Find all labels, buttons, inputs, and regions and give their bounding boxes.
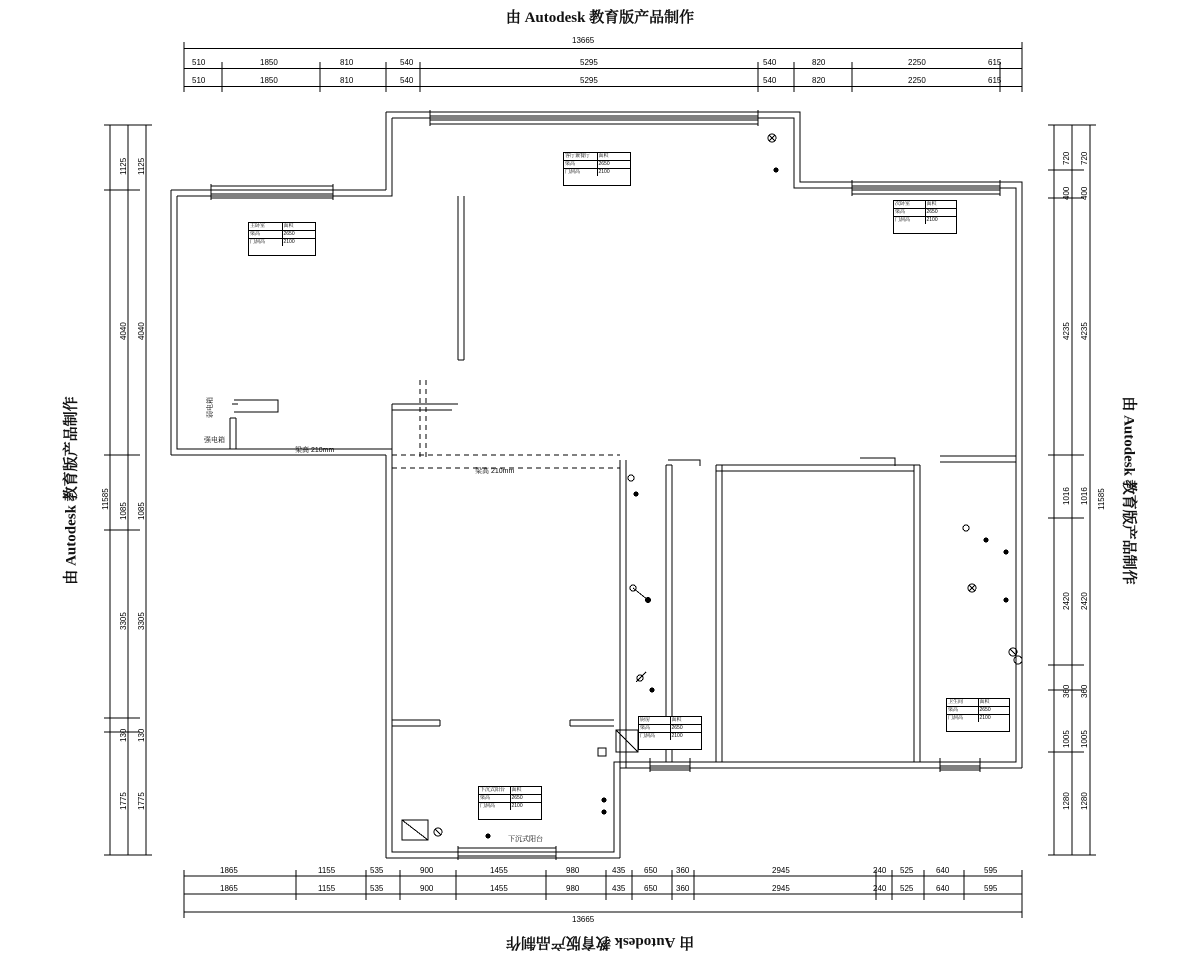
dim-left-overall: 11585 [101, 488, 110, 510]
dim-left1-4: 130 [119, 728, 128, 742]
dim-top1-2: 810 [340, 58, 354, 67]
dim-bot2-12: 640 [936, 884, 950, 893]
anno-cell: 2650 [598, 161, 610, 167]
anno-table-balcony [478, 786, 542, 820]
dim-line-top-2 [184, 86, 1022, 87]
dim-line-top-1 [184, 68, 1022, 69]
label-beam-2: 梁高 210mm [475, 468, 515, 475]
dim-bot2-7: 650 [644, 884, 658, 893]
dim-top2-3: 540 [400, 76, 414, 85]
dim-top2-6: 820 [812, 76, 826, 85]
dim-bot1-13: 595 [984, 866, 998, 875]
dim-bot1-1: 1155 [318, 866, 336, 875]
dim-bot1-4: 1455 [490, 866, 508, 875]
dim-bot1-5: 980 [566, 866, 580, 875]
watermark-top: 由 Autodesk 教育版产品制作 [505, 10, 695, 26]
dim-right2-5: 360 [1080, 684, 1089, 698]
dim-top2-5: 540 [763, 76, 777, 85]
dim-top2-8: 615 [988, 76, 1002, 85]
dim-top1-4: 5295 [580, 58, 598, 67]
dim-left2-0: 1125 [137, 157, 146, 175]
anno-cell: 梁高 [564, 161, 598, 168]
dim-left1-2: 1085 [119, 502, 128, 520]
dim-bot1-7: 650 [644, 866, 658, 875]
dim-top2-1: 1850 [260, 76, 278, 85]
anno-cell: 客厅兼餐厅 [564, 153, 598, 160]
dim-bot2-13: 595 [984, 884, 998, 893]
dim-top2-4: 5295 [580, 76, 598, 85]
dim-top1-5: 540 [763, 58, 777, 67]
dim-top2-2: 810 [340, 76, 354, 85]
watermark-left: 由 Autodesk 教育版产品制作 [63, 396, 80, 585]
dim-bot2-5: 980 [566, 884, 580, 893]
dim-right1-2: 4235 [1062, 322, 1071, 340]
anno-cell: 次卧室 [894, 201, 926, 208]
dim-top-overall: 13665 [572, 36, 595, 45]
dim-top2-0: 510 [192, 76, 206, 85]
dim-left1-1: 4040 [119, 322, 128, 340]
dim-left1-5: 1775 [119, 792, 128, 810]
anno-table-living-room [563, 152, 631, 186]
anno-cell: 2650 [511, 795, 523, 801]
anno-cell: 2100 [283, 239, 295, 245]
anno-cell: 面积 [671, 717, 682, 723]
dim-line-top-overall [184, 48, 1022, 49]
anno-table-bathroom [946, 698, 1010, 732]
dim-left2-5: 1775 [137, 792, 146, 810]
dim-left2-2: 1085 [137, 502, 146, 520]
anno-cell: 梁高 [249, 231, 283, 238]
dim-right1-5: 360 [1062, 684, 1071, 698]
dim-bot1-0: 1865 [220, 866, 238, 875]
dim-bot2-2: 535 [370, 884, 384, 893]
anno-cell: 面积 [979, 699, 990, 705]
dim-right2-1: 400 [1080, 186, 1089, 200]
dim-left2-1: 4040 [137, 322, 146, 340]
dim-right1-1: 400 [1062, 186, 1071, 200]
anno-cell: 门洞高 [894, 217, 926, 224]
watermark-right: 由 Autodesk 教育版产品制作 [1120, 396, 1137, 585]
anno-cell: 2100 [926, 217, 938, 223]
dim-bot2-1: 1155 [318, 884, 336, 893]
dim-right1-0: 720 [1062, 151, 1071, 165]
dim-left1-3: 3305 [119, 612, 128, 630]
dim-bot2-6: 435 [612, 884, 626, 893]
anno-cell: 面积 [926, 201, 937, 207]
dim-right1-7: 1280 [1062, 792, 1071, 810]
anno-cell: 2650 [283, 231, 295, 237]
anno-cell: 2650 [926, 209, 938, 215]
dim-bot2-4: 1455 [490, 884, 508, 893]
dim-right2-0: 720 [1080, 151, 1089, 165]
anno-cell: 门洞高 [639, 733, 671, 740]
dim-top1-6: 820 [812, 58, 826, 67]
dim-right2-3: 1016 [1080, 487, 1089, 505]
dim-left1-0: 1125 [119, 157, 128, 175]
dim-right2-7: 1280 [1080, 792, 1089, 810]
anno-cell: 面积 [598, 153, 609, 159]
watermark-bottom: 由 Autodesk 教育版产品制作 [505, 934, 695, 950]
label-beam-1: 梁高 210mm [295, 447, 335, 454]
dim-left2-3: 3305 [137, 612, 146, 630]
dim-bot1-12: 640 [936, 866, 950, 875]
anno-cell: 下沉式阳台 [479, 787, 511, 794]
dim-right2-6: 1005 [1080, 730, 1089, 748]
anno-cell: 面积 [283, 223, 294, 229]
dim-top1-0: 510 [192, 58, 206, 67]
dim-right1-3: 1016 [1062, 487, 1071, 505]
dim-bot1-3: 900 [420, 866, 434, 875]
anno-table-bedroom-left [248, 222, 316, 256]
dim-bot2-8: 360 [676, 884, 690, 893]
anno-cell: 门洞高 [947, 715, 979, 722]
anno-cell: 梁高 [639, 725, 671, 732]
label-weak-box: 弱电箱 [207, 397, 214, 418]
anno-cell: 门洞高 [479, 803, 511, 810]
dim-bot1-11: 525 [900, 866, 914, 875]
anno-cell: 面积 [511, 787, 522, 793]
anno-cell: 2650 [979, 707, 991, 713]
anno-cell: 梁高 [479, 795, 511, 802]
anno-cell: 2100 [598, 169, 610, 175]
dim-left2-4: 130 [137, 728, 146, 742]
dim-bot2-11: 525 [900, 884, 914, 893]
label-bottom-room: 下沉式阳台 [508, 836, 543, 843]
dim-right-overall: 11585 [1097, 488, 1106, 510]
dim-right2-2: 4235 [1080, 322, 1089, 340]
dim-right1-6: 1005 [1062, 730, 1071, 748]
anno-cell: 卫生间 [947, 699, 979, 706]
dim-top1-7: 2250 [908, 58, 926, 67]
dim-bot1-6: 435 [612, 866, 626, 875]
dim-top2-7: 2250 [908, 76, 926, 85]
dim-bot1-10: 240 [873, 866, 887, 875]
anno-cell: 2100 [979, 715, 991, 721]
dim-bot1-2: 535 [370, 866, 384, 875]
anno-cell: 梁高 [947, 707, 979, 714]
dim-bot2-0: 1865 [220, 884, 238, 893]
anno-table-bedroom-right [893, 200, 957, 234]
anno-cell: 门洞高 [249, 239, 283, 246]
anno-cell: 厨房 [639, 717, 671, 724]
dim-bot1-8: 360 [676, 866, 690, 875]
anno-cell: 主卧室 [249, 223, 283, 230]
anno-table-kitchen [638, 716, 702, 750]
dim-bot2-3: 900 [420, 884, 434, 893]
anno-cell: 2650 [671, 725, 683, 731]
dim-right2-4: 2420 [1080, 592, 1089, 610]
dim-top1-8: 615 [988, 58, 1002, 67]
dim-bot1-9: 2945 [772, 866, 790, 875]
dim-bot2-9: 2945 [772, 884, 790, 893]
anno-cell: 2100 [511, 803, 523, 809]
dim-right1-4: 2420 [1062, 592, 1071, 610]
anno-cell: 2100 [671, 733, 683, 739]
label-power-box: 强电箱 [204, 437, 225, 444]
dim-bottom-overall: 13665 [572, 915, 595, 924]
anno-cell: 梁高 [894, 209, 926, 216]
dim-bot2-10: 240 [873, 884, 887, 893]
dim-top1-1: 1850 [260, 58, 278, 67]
anno-cell: 门洞高 [564, 169, 598, 176]
dim-top1-3: 540 [400, 58, 414, 67]
